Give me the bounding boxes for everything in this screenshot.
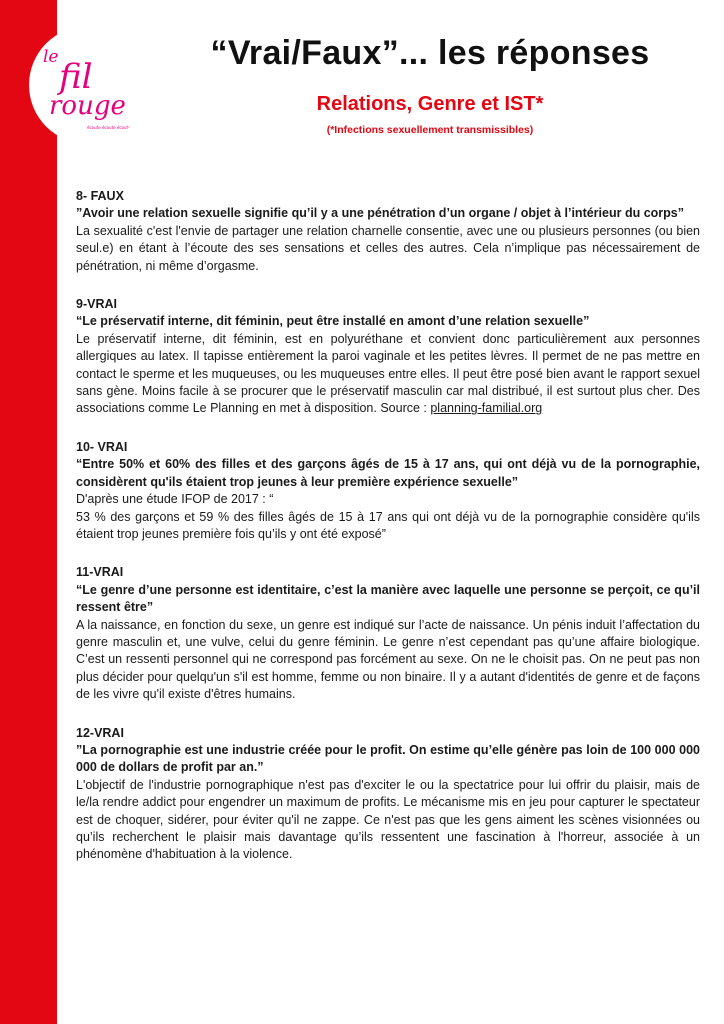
- page-title: “Vrai/Faux”... les réponses: [210, 34, 650, 72]
- answer-item-8: [76, 188, 700, 275]
- answer-source-intro: D'après une étude IFOP de 2017 : “: [76, 492, 274, 507]
- answer-number-verdict: 8- FAUX: [76, 189, 124, 203]
- answer-statement: “Le préservatif interne, dit féminin, peut être installé en amont d’une relation sexuelle”: [76, 314, 590, 329]
- page-subtitle: Relations, Genre et IST*: [316, 93, 544, 115]
- answer-number-verdict: 12-VRAI: [76, 725, 124, 740]
- answer-item-12: [76, 725, 700, 864]
- logo-tagline: écoute écoute écoute: [87, 125, 131, 130]
- answer-explanation: 53 % des garçons et 59 % des filles âgés de 15 à 17 ans qui ont déjà vu de la pornographie considère qu'ils étaient trop jeunes première fois qu’ils y ont été exposé”: [76, 509, 700, 541]
- answer-number-verdict: 11-VRAI: [76, 565, 124, 580]
- logo-line-2: fil: [59, 57, 93, 97]
- logo-graphic: [29, 26, 147, 144]
- answer-item-10: [76, 439, 700, 543]
- answer-explanation: A la naissance, en fonction du sexe, un genre est indiqué sur l’acte de naissance. Un pénis induit l’affectation du genre masculin et, une vulve, celui du genre féminin. Le genre n’est cependant pas qu’une affaire biologique. C’est un ressenti personnel qui ne correspond pas forcément au sexe. On ne le choisit pas. On ne peut pas non plus décider pour quelqu'un s'il est homme, femme ou non binaire. Il y a autant d'identités de genre et de façons de les vivre qu'il existe d'êtres humains.: [76, 617, 700, 702]
- answer-item-11: [76, 564, 700, 703]
- answer-statement: “Le genre d’une personne est identitaire, c’est la manière avec laquelle une personne se perçoit, ce qu’il ressent être”: [76, 582, 700, 615]
- answer-number-verdict: 9-VRAI: [76, 297, 117, 312]
- le-fil-rouge-logo: [29, 26, 147, 144]
- source-link[interactable]: planning-familial.org: [430, 401, 543, 416]
- answer-explanation: L'objectif de l'industrie pornographique n'est pas d'exciter le ou la spectatrice pour lui offrir du plaisir, mais de le/la rendre addict pour engendrer un maximum de profits. Le mécanisme mis en jeu pour capturer le spectateur est de choquer, sidérer, pour éviter qu'il ne zappe. Ce n'est pas que les gens aiment les scènes visionnées ou qu’ils recherchent le plaisir mais davantage qu’ils ressentent une fascination à l'horreur, associée à un phénomène d'habituation à la violence.: [76, 777, 700, 862]
- answer-item-9: [76, 296, 700, 418]
- answer-statement: “Entre 50% et 60% des filles et des garçons âgés de 15 à 17 ans, qui ont déjà vu de la pornographie, considèrent qu'ils étaient trop jeunes à leur première expérience sexuelle”: [76, 457, 700, 489]
- answer-statement: ”Avoir une relation sexuelle signifie qu’il y a une pénétration d’un organe / objet à l’intérieur du corps”: [76, 206, 684, 221]
- red-side-bar: [0, 0, 57, 1024]
- answer-explanation: Le préservatif interne, dit féminin, est en polyuréthane et convient donc particulièrement aux personnes allergiques au latex. Il tapisse entièrement la paroi vaginale et les petites lèvres. Il permet de ne pas mettre en contact le sperme et les muqueuses, ou les muqueuses entre elles. Il peut être posé bien avant le rapport sexuel sans gène. Moins facile à se procurer que le préservatif masculin car mal distribué, il est surtout plus cher. Des associations comme Le Planning en met à disposition. Source :: [76, 331, 700, 416]
- logo-line-3: rouge: [49, 91, 126, 121]
- answer-explanation: La sexualité c'est l'envie de partager une relation charnelle consentie, avec une ou plusieurs personnes (ou bien seul.e) en étant à l’écoute des ses sensations et celles des autres. Cela n’implique pas nécessairement de pénétration, ni même d’orgasme.: [76, 223, 700, 273]
- subtitle-footnote: (*Infections sexuellement transmissibles): [326, 124, 534, 136]
- logo-line-1: le: [43, 47, 59, 67]
- answers-list: [76, 188, 700, 885]
- answer-statement: ”La pornographie est une industrie créée pour le profit. On estime qu’elle génère pas loin de 100 000 000 000 de dollars de profit par an.”: [76, 742, 700, 775]
- answer-explanation-container: [76, 331, 700, 418]
- answer-number-verdict: 10- VRAI: [76, 439, 128, 454]
